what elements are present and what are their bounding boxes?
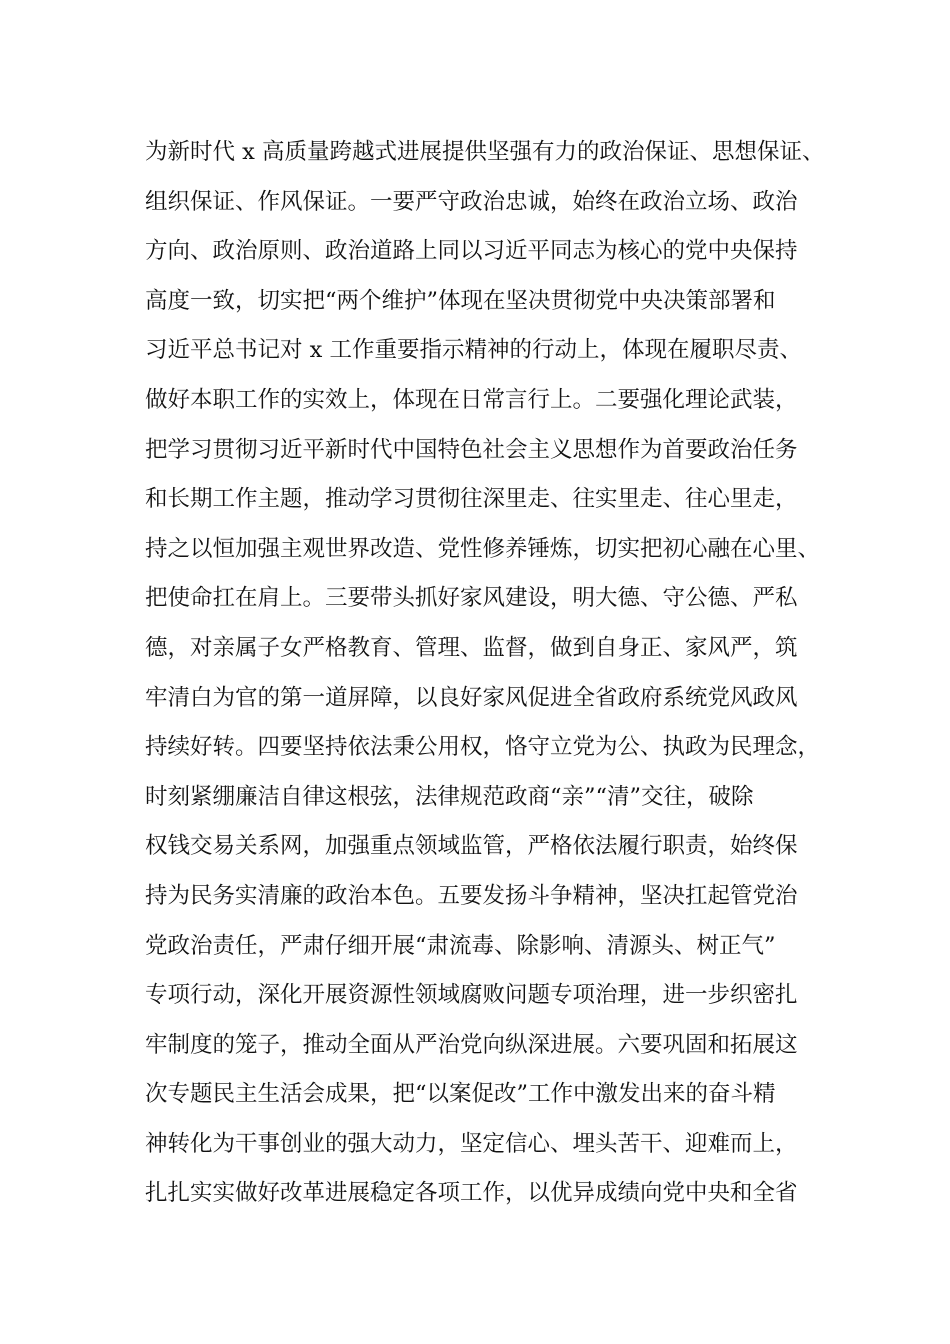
text-line-5: 习近平总书记对 x 工作重要指示精神的行动上，体现在履职尽责、 (145, 337, 802, 364)
text-line-18: 专项行动，深化开展资源性领域腐败问题专项治理，进一步织密扎 (145, 982, 798, 1009)
text-line-13: 持续好转。四要坚持依法秉公用权，恪守立党为公、执政为民理念， (145, 734, 821, 761)
text-line-14: 时刻紧绷廉洁自律这根弦，法律规范政商“亲”“清”交往，破除 (145, 783, 754, 810)
text-line-6: 做好本职工作的实效上，体现在日常言行上。二要强化理论武装， (145, 386, 798, 413)
body-paragraph (145, 128, 825, 1219)
text-line-2: 组织保证、作风保证。一要严守政治忠诚，始终在政治立场、政治 (145, 188, 798, 215)
text-line-12: 牢清白为官的第一道屏障，以良好家风促进全省政府系统党风政风 (145, 684, 798, 711)
text-line-20: 次专题民主生活会成果，把“以案促改”工作中激发出来的奋斗精 (145, 1081, 776, 1108)
text-line-1: 为新时代 x 高质量跨越式进展提供坚强有力的政治保证、思想保证、 (145, 139, 825, 165)
text-line-4: 高度一致，切实把“两个维护”体现在坚决贯彻党中央决策部署和 (145, 287, 776, 314)
text-line-22: 扎扎实实做好改革进展稳定各项工作，以优异成绩向党中央和全省 (145, 1180, 798, 1207)
text-line-9: 持之以恒加强主观世界改造、党性修养锤炼，切实把初心融在心里、 (145, 535, 821, 562)
text-line-10: 把使命扛在肩上。三要带头抓好家风建设，明大德、守公德、严私 (145, 585, 798, 612)
text-line-11: 德，对亲属子女严格教育、管理、监督，做到自身正、家风严，筑 (145, 634, 798, 661)
text-line-15: 权钱交易关系网，加强重点领域监管，严格依法履行职责，始终保 (145, 833, 798, 860)
text-line-8: 和长期工作主题，推动学习贯彻往深里走、往实里走、往心里走， (145, 486, 798, 513)
text-line-17: 党政治责任，严肃仔细开展“肃流毒、除影响、清源头、树正气” (145, 932, 776, 959)
text-line-3: 方向、政治原则、政治道路上同以习近平同志为核心的党中央保持 (145, 238, 798, 265)
text-line-19: 牢制度的笼子，推动全面从严治党向纵深进展。六要巩固和拓展这 (145, 1031, 798, 1058)
text-line-7: 把学习贯彻习近平新时代中国特色社会主义思想作为首要政治任务 (145, 436, 798, 463)
text-line-21: 神转化为干事创业的强大动力，坚定信心、埋头苦干、迎难而上， (145, 1130, 798, 1157)
text-line-16: 持为民务实清廉的政治本色。五要发扬斗争精神，坚决扛起管党治 (145, 882, 798, 909)
